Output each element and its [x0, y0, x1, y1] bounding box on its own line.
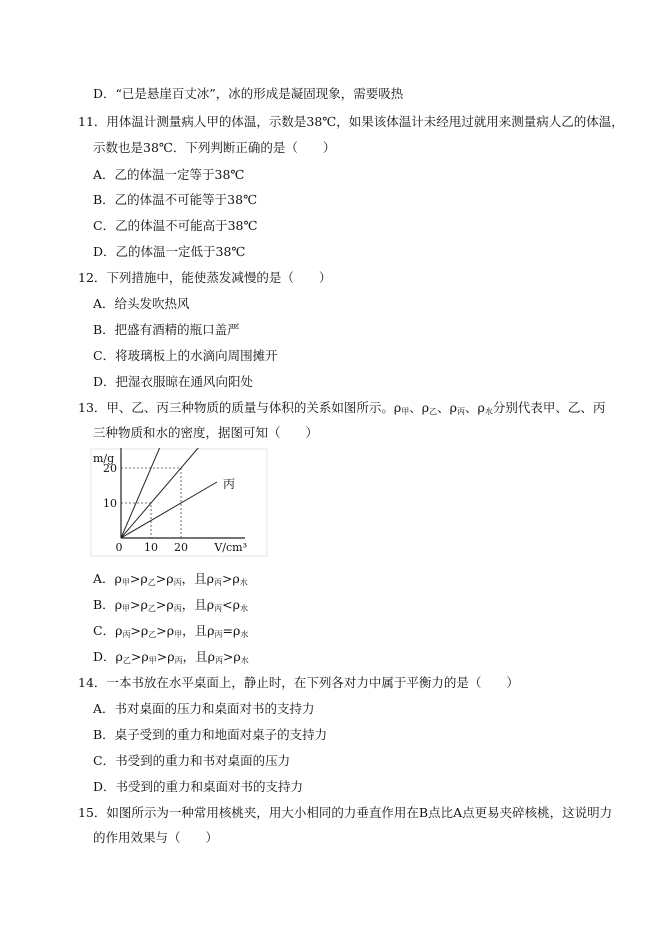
option-op-2: > — [155, 571, 167, 586]
option-sub-5: 水 — [239, 578, 248, 587]
option-mid: ，且ρ — [181, 571, 214, 586]
option-op-2: > — [156, 649, 168, 664]
option-letter: A． — [93, 571, 115, 586]
q13-stem-line1 — [78, 400, 605, 420]
mass-volume-chart — [90, 448, 270, 558]
option-sub-1: 乙 — [122, 656, 131, 665]
option-sub-5: 水 — [240, 630, 249, 639]
chart-frame — [91, 449, 267, 556]
option-op-1: > — [130, 649, 142, 664]
option-op-2: > — [155, 597, 167, 612]
option-letter: B． — [93, 597, 115, 612]
x-tick-label-1: 10 — [144, 541, 158, 554]
q13-sub-jia: 甲 — [401, 407, 410, 416]
q14-option-a: A．书对桌面的压力和桌面对书的支持力 — [93, 701, 315, 716]
q11-option-a: A．乙的体温一定等于38℃ — [93, 167, 245, 182]
series-line-0 — [121, 448, 163, 538]
series-label-2: 丙 — [223, 477, 236, 491]
option-op-3: > — [222, 649, 234, 664]
option-sub-4: 丙 — [214, 630, 223, 639]
q12-option-d: D．把湿衣服晾在通风向阳处 — [93, 374, 254, 389]
q13-sub-shui: 水 — [484, 407, 493, 416]
q13-sep-3: 、ρ — [464, 400, 485, 415]
q14-stem: 14．一本书放在水平桌面上，静止时，在下列各对力中属于平衡力的是（ ） — [78, 675, 519, 690]
series-line-2 — [121, 482, 217, 538]
q13-stem-text-a: 13．甲、乙、丙三种物质的质量与体积的关系如图所示。ρ — [78, 400, 402, 415]
q13-sep-2: 、ρ — [437, 400, 457, 415]
q13-option-d: D．$\rho_乙>\rho_甲>\rho_丙$，且$\rho_丙>\rho_水$ — [93, 649, 249, 665]
q14-option-d: D．书受到的重力和桌面对书的支持力 — [93, 779, 304, 794]
chart-plot-area — [93, 448, 247, 554]
option-sub-4: 丙 — [214, 604, 223, 613]
option-sub-1: 甲 — [122, 604, 131, 613]
option-op-3: < — [222, 597, 233, 612]
q14-option-c: C．书受到的重力和书对桌面的压力 — [93, 753, 291, 768]
q11-option-b: B．乙的体温不可能等于38℃ — [93, 192, 258, 207]
q11-option-c: C．乙的体温不可能高于38℃ — [93, 218, 258, 233]
option-sub-2: 甲 — [148, 656, 157, 665]
option-op-1: > — [130, 623, 141, 638]
q14-option-b: B．桌子受到的重力和地面对桌子的支持力 — [93, 727, 328, 742]
option-op-1: > — [129, 571, 141, 586]
option-op-2: > — [156, 623, 167, 638]
series-line-1 — [121, 448, 205, 538]
q12-option-a: A．给头发吹热风 — [93, 296, 190, 311]
option-mid: ，且ρ — [182, 649, 215, 664]
q12-option-c: C．将玻璃板上的水滴向周围摊开 — [93, 348, 278, 363]
q13-sub-bing: 丙 — [456, 407, 465, 416]
q13-stem-line2: 三种物质和水的密度，据图可知（ ） — [93, 425, 319, 440]
option-sub-3: 丙 — [173, 604, 182, 613]
q15-stem-line2: 的作用效果与（ ） — [93, 830, 219, 845]
q11-option-d: D．乙的体温一定低于38℃ — [93, 244, 246, 259]
option-letter: C． — [93, 623, 116, 638]
y-tick-label-1: 20 — [103, 462, 117, 475]
q13-stem-text-b: 分别代表甲、乙、丙 — [492, 400, 606, 415]
option-op-3: = — [222, 623, 233, 638]
q11-stem-line2: 示数也是38℃．下列判断正确的是（ ） — [93, 140, 336, 155]
option-sub-5: 水 — [240, 656, 249, 665]
q10-option-d: D．“已是悬崖百丈冰”，冰的形成是凝固现象，需要吸热 — [93, 86, 404, 101]
q13-option-b: B．$\rho_甲>\rho_乙>\rho_丙$，且$\rho_丙<\rho_水$ — [93, 597, 248, 613]
q11-stem-line1: 11．用体温计测量病人甲的体温，示数是38℃，如果该体温计未经甩过就用来测量病人乙的体温， — [78, 114, 624, 129]
q13-sub-yi: 乙 — [429, 407, 438, 416]
y-tick-label-0: 10 — [103, 497, 117, 510]
option-sub-1: 甲 — [121, 578, 130, 587]
option-letter: D． — [93, 649, 116, 664]
q12-option-b: B．把盛有酒精的瓶口盖严 — [93, 322, 240, 337]
x-axis-label: V/cm³ — [214, 541, 247, 554]
option-sub-3: 丙 — [173, 578, 182, 587]
q12-stem: 12．下列措施中，能使蒸发减慢的是（ ） — [78, 270, 332, 285]
q15-stem-line1: 15．如图所示为一种常用核桃夹，用大小相同的力垂直作用在B点比A点更易夹碎核桃，这说明力 — [78, 805, 613, 820]
x-tick-label-2: 20 — [174, 541, 188, 554]
option-sub-1: 丙 — [122, 630, 131, 639]
option-sub-3: 丙 — [174, 656, 183, 665]
option-sub-4: 丙 — [213, 578, 222, 587]
option-sub-4: 丙 — [214, 656, 223, 665]
q13-option-a: A．$\rho_甲>\rho_乙>\rho_丙$，且$\rho_丙>\rho_水$ — [93, 571, 248, 587]
option-sub-3: 甲 — [174, 630, 183, 639]
option-mid: ，且ρ — [182, 623, 215, 638]
q13-option-c: C．$\rho_丙>\rho_乙>\rho_甲$，且$\rho_丙=\rho_水$ — [93, 623, 249, 639]
option-mid: ，且ρ — [181, 597, 215, 612]
x-tick-label-0: 0 — [115, 541, 123, 554]
option-sub-5: 水 — [239, 604, 248, 613]
option-op-1: > — [130, 597, 141, 612]
option-sub-2: 乙 — [148, 630, 157, 639]
option-sub-2: 乙 — [147, 604, 156, 613]
option-sub-2: 乙 — [147, 578, 156, 587]
q13-sep-1: 、ρ — [409, 400, 430, 415]
y-axis-label: m/g — [93, 452, 115, 465]
option-op-3: > — [221, 571, 233, 586]
